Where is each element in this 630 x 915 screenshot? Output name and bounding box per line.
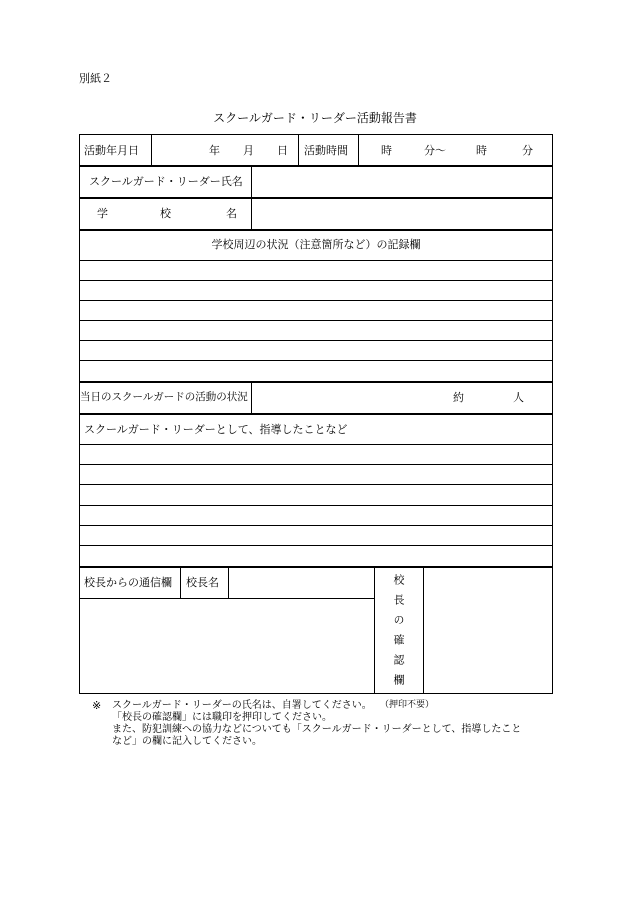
end-hour-label: 時	[476, 144, 487, 157]
col-divider	[358, 134, 359, 166]
record-line	[79, 484, 553, 485]
record-line	[79, 545, 553, 546]
activity-date-label: 活動年月日	[84, 144, 139, 157]
col-divider	[298, 134, 299, 166]
year-label: 年	[209, 144, 220, 157]
principal-comm-label: 校長からの通信欄	[84, 576, 172, 589]
row-divider	[79, 413, 553, 415]
leader-name-label: スクールガード・リーダー氏名	[89, 175, 243, 188]
principal-confirm-label: 校長の確認欄	[392, 574, 405, 694]
page-title: スクールガード・リーダー活動報告書	[213, 111, 417, 125]
people-label: 人	[513, 391, 524, 404]
record-line	[79, 300, 553, 301]
col-divider	[180, 567, 181, 598]
col-divider	[423, 567, 424, 694]
day-label: 日	[277, 144, 288, 157]
note-line-4: など」の欄に記入してください。	[112, 736, 262, 747]
guidance-header: スクールガード・リーダーとして、指導したことなど	[84, 423, 348, 436]
school-name-char: 校	[160, 207, 171, 220]
surroundings-header: 学校周辺の状況（注意箇所など）の記録欄	[211, 238, 421, 251]
record-line	[79, 505, 553, 506]
record-line	[79, 360, 553, 361]
record-line	[79, 340, 553, 341]
month-label: 月	[243, 144, 254, 157]
school-name-char: 名	[226, 207, 237, 220]
start-hour-label: 時	[381, 144, 392, 157]
col-divider	[151, 134, 152, 166]
row-divider	[79, 197, 553, 199]
col-divider	[251, 166, 252, 229]
activity-time-label: 活動時間	[304, 144, 348, 157]
approx-label: 約	[453, 391, 464, 404]
record-line	[79, 464, 553, 465]
col-divider	[228, 567, 229, 598]
principal-name-label: 校長名	[186, 576, 219, 589]
row-divider	[79, 381, 553, 383]
row-divider	[79, 229, 553, 231]
col-divider	[374, 567, 375, 694]
note-line-1-suffix: （押印不要）	[380, 700, 435, 710]
record-line	[79, 320, 553, 321]
record-line	[79, 525, 553, 526]
end-minute-label: 分	[522, 144, 533, 157]
school-name-char: 学	[97, 207, 108, 220]
row-divider	[79, 260, 553, 261]
note-line-3: また、防犯訓練への協力などについても「スクールガード・リーダーとして、指導したこと	[112, 724, 522, 735]
note-line-2: 「校長の確認欄」には職印を押印してください。	[112, 712, 332, 723]
row-divider	[79, 566, 553, 568]
record-line	[79, 280, 553, 281]
note-mark: ※	[92, 699, 102, 712]
activity-status-label: 当日のスクールガードの活動の状況	[80, 391, 248, 403]
row-divider	[79, 598, 374, 599]
note-line-1: スクールガード・リーダーの氏名は、自署してください。	[112, 700, 372, 711]
attachment-label: 別紙２	[79, 72, 112, 85]
row-divider	[79, 444, 553, 445]
minute-range-label: 分～	[424, 144, 446, 157]
col-divider	[251, 382, 252, 413]
